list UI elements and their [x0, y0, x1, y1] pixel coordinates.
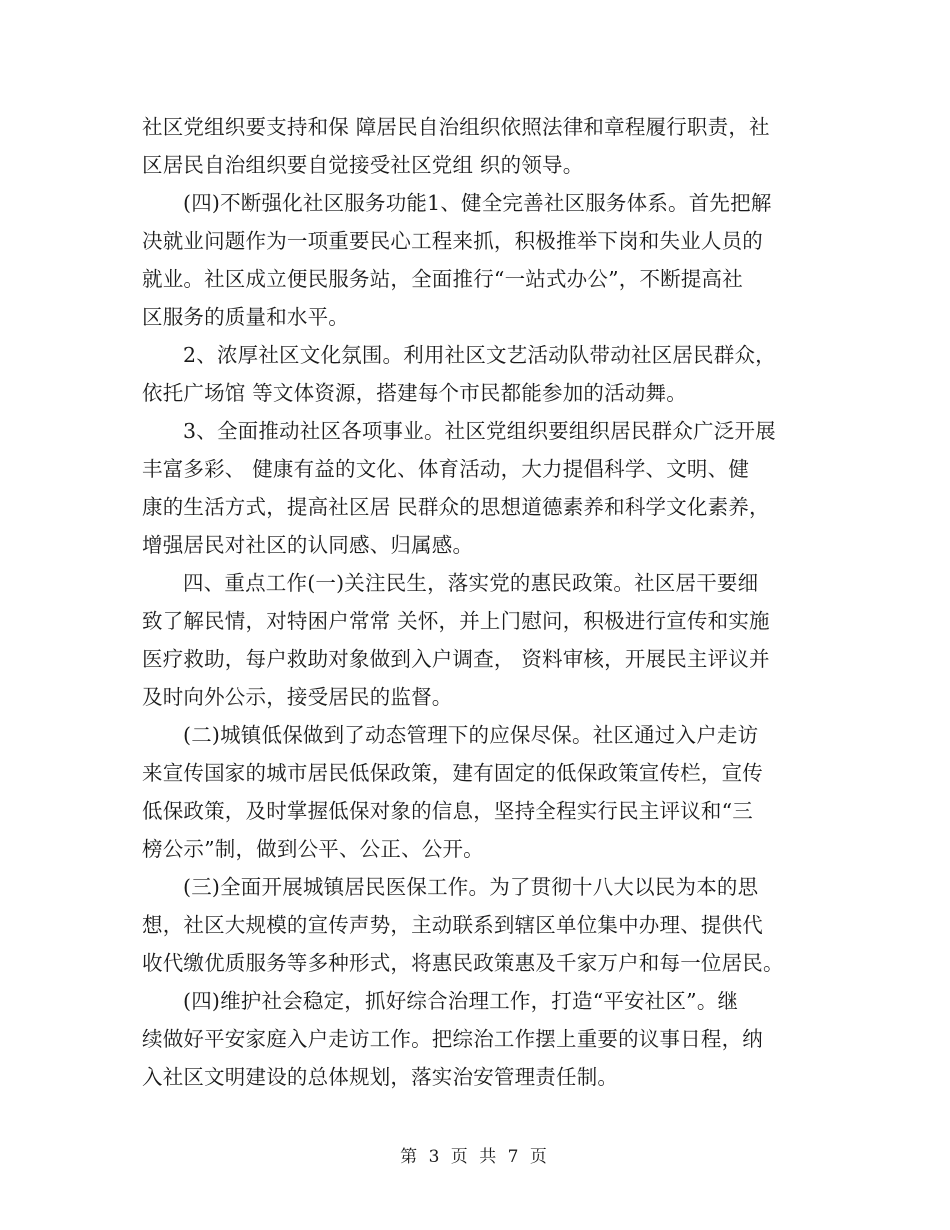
text-line: 决就业问题作为一项重要民心工程来抓，积极推举下岗和失业人员的: [142, 229, 763, 253]
text-line: 想，社区大规模的宣传声势，主动联系到辖区单位集中办理、提供代: [142, 913, 763, 937]
text-line: 入社区文明建设的总体规划，落实治安管理责任制。: [142, 1065, 619, 1089]
text-line: 就业。社区成立便民服务站，全面推行“一站式办公”，不断提高社: [142, 267, 743, 291]
paragraph-8: [142, 982, 812, 1096]
paragraph-5: [142, 564, 812, 716]
paragraph-4: [142, 412, 812, 564]
paragraph-6: [142, 716, 812, 868]
text-line: 区居民自治组织要自觉接受社区党组 织的领导。: [142, 153, 584, 177]
page-footer: [0, 1146, 950, 1168]
text-line: 收代缴优质服务等多种形式，将惠民政策惠及千家万户和每一位居民。: [142, 951, 784, 975]
page-number-label: 第 3 页 共 7 页: [400, 1147, 550, 1167]
text-line: 榜公示”制，做到公平、公正、公开。: [142, 837, 484, 861]
text-line: 来宣传国家的城市居民低保政策，建有固定的低保政策宣传栏，宣传: [142, 761, 763, 785]
text-line: 社区党组织要支持和保 障居民自治组织依照法律和章程履行职责，社: [142, 115, 770, 139]
text-line: 增强居民对社区的认同感、归属感。: [142, 533, 474, 557]
text-line: 四、重点工作(一)关注民生，落实党的惠民政策。社区居干要细: [183, 571, 759, 595]
text-line: (四)不断强化社区服务功能1、健全完善社区服务体系。首先把解: [183, 191, 772, 215]
text-line: (二)城镇低保做到了动态管理下的应保尽保。社区通过入户走访: [183, 723, 759, 747]
text-line: 医疗救助，每户救助对象做到入户调查， 资料审核，开展民主评议并: [142, 647, 770, 671]
text-line: 2、浓厚社区文化氛围。利用社区文艺活动队带动社区居民群众，: [183, 343, 776, 367]
text-line: 3、全面推动社区各项事业。社区党组织要组织居民群众广泛开展: [183, 419, 776, 443]
text-line: 丰富多彩、 健康有益的文化、体育活动，大力提倡科学、文明、健: [142, 457, 750, 481]
text-line: (四)维护社会稳定，抓好综合治理工作，打造“平安社区”。继: [183, 989, 739, 1013]
text-line: 依托广场馆 等文体资源，搭建每个市民都能参加的活动舞。: [142, 381, 687, 405]
paragraph-3: [142, 336, 812, 412]
text-line: (三)全面开展城镇居民医保工作。为了贯彻十八大以民为本的思: [183, 875, 759, 899]
text-line: 低保政策，及时掌握低保对象的信息，坚持全程实行民主评议和“三: [142, 799, 753, 823]
document-body: [142, 108, 812, 1096]
text-line: 续做好平安家庭入户走访工作。把综治工作摆上重要的议事日程，纳: [142, 1027, 763, 1051]
paragraph-2: [142, 184, 812, 336]
paragraph-1: [142, 108, 812, 184]
text-line: 致了解民情，对特困户常常 关怀，并上门慰问，积极进行宣传和实施: [142, 609, 770, 633]
text-line: 区服务的质量和水平。: [142, 305, 349, 329]
paragraph-7: [142, 868, 812, 982]
text-line: 及时向外公示，接受居民的监督。: [142, 685, 453, 709]
text-line: 康的生活方式，提高社区居 民群众的思想道德素养和科学文化素养，: [142, 495, 770, 519]
